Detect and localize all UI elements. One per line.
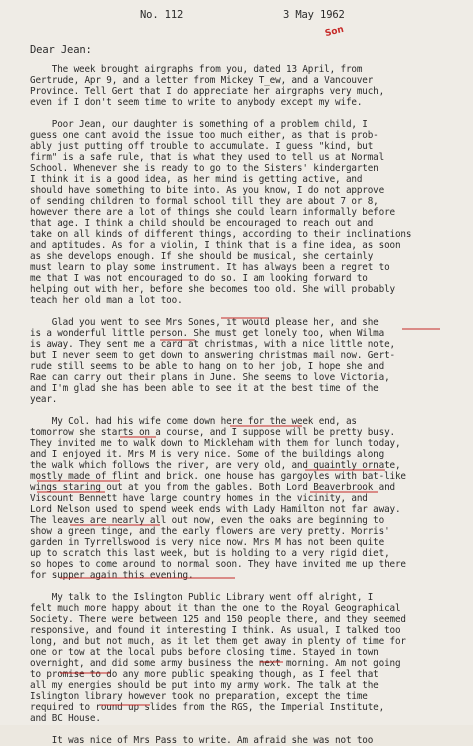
body-line: I think it is a good idea, as her mind is getting active, and — [30, 174, 363, 185]
body-line: Society. There were between 125 and 150 people there, and they seemed — [30, 614, 406, 625]
body-line: is away. They sent me a card at christmas, with a nice little note, — [30, 339, 395, 350]
letter-date: 3 May 1962 — [283, 9, 345, 21]
body-line: and I'm glad she has been able to see it at the best time of the — [30, 383, 379, 394]
body-line: take on all kinds of different things, according to their inclinations — [30, 229, 412, 240]
body-line: and aptitudes. As for a violin, I think that is a fine idea, as soon — [30, 240, 401, 251]
body-line: Glad you went to see Mrs Sones, it would please her, and she — [30, 317, 379, 328]
body-line: helping out with her, before she becomes too old. She will probably — [30, 284, 395, 295]
body-line: must learn to play some instrument. It has always been a regret to — [30, 262, 390, 273]
body-line: Islington library however took no preparation, except the time — [30, 691, 368, 702]
body-line: as she develops enough. If she should be musical, she certainly — [30, 251, 374, 262]
body-line: even if I don't seem time to write to anybody except my wife. — [30, 97, 363, 108]
body-line: wings staring out at you from the gables. Both Lord Beaverbrook and — [30, 482, 395, 493]
body-line: to promise to do any more public speaking though, as I feel that — [30, 669, 379, 680]
body-line: all my energies should be put into my army work. The talk at the — [30, 680, 379, 691]
body-line: guess one cant avoid the issue too much either, as that is prob- — [30, 130, 379, 141]
body-line: Poor Jean, our daughter is something of a problem child, I — [30, 119, 368, 130]
body-line: up to scratch this last week, but is holding to a very rigid diet, — [30, 548, 390, 559]
greeting: Dear Jean: — [30, 44, 92, 56]
body-line: They invited me to walk down to Mickleham with them for lunch today, — [30, 438, 401, 449]
body-line: My talk to the Islington Public Library went off alright, I — [30, 592, 374, 603]
body-line: so hopes to come around to normal soon. They have invited me up there — [30, 559, 406, 570]
body-line: School. Whenever she is ready to go to the Sisters' kindergarten — [30, 163, 379, 174]
body-line: and BC House. — [30, 713, 101, 724]
body-line: but I never seem to get down to answering christmas mail now. Gert- — [30, 350, 395, 361]
body-line: me that I was not encouraged to do so. I am looking forward to — [30, 273, 368, 284]
body-line: required to round up slides from the RGS, the Imperial Institute, — [30, 702, 385, 713]
body-line: firm" is a safe rule, that is what they used to tell us at Normal — [30, 152, 385, 163]
body-line: should have something to bite into. As you know, I do not approve — [30, 185, 385, 196]
body-line: overnight, and did some army business the next morning. Am not going — [30, 658, 401, 669]
body-line: felt much more happy about it than the one to the Royal Geographical — [30, 603, 401, 614]
body-line: of sending children to formal school till they are about 7 or 8, — [30, 196, 379, 207]
body-line: long, and but not much, as it let them get away in plenty of time for — [30, 636, 406, 647]
body-line: year. — [30, 394, 58, 405]
body-line: rude still seems to be able to hang on to her job, I hope she and — [30, 361, 385, 372]
body-line: responsive, and found it interesting I think. As usual, I talked too — [30, 625, 401, 636]
body-line: The week brought airgraphs from you, dated 13 April, from — [30, 64, 363, 75]
body-line: Province. Tell Gert that I do appreciate her airgraphs very much, — [30, 86, 385, 97]
body-line: Lord Nelson used to spend week ends with Lady Hamilton not far away. — [30, 504, 401, 515]
body-line: My Col. had his wife come down here for the week end, as — [30, 416, 357, 427]
body-line: mostly made of flint and brick. one house has gargoyles with bat-like — [30, 471, 406, 482]
body-line: is a wonderful little person. She must get lonely too, when Wilma — [30, 328, 385, 339]
body-line: that age. I think a child should be encouraged to reach out and — [30, 218, 374, 229]
body-line: for supper again this evening. — [30, 570, 194, 581]
body-line: It was nice of Mrs Pass to write. Am afraid she was not too — [30, 735, 374, 746]
body-line: Rae can carry out their plans in June. She seems to love Victoria, — [30, 372, 390, 383]
body-line: and I enjoyed it. Mrs M is very nice. Some of the buildings along — [30, 449, 385, 460]
body-line: one or tow at the local pubs before closing time. Stayed in town — [30, 647, 379, 658]
body-line: ably just putting off trouble to accumulate. I guess "kind, but — [30, 141, 374, 152]
body-line: The leaves are nearly all out now, even the oaks are beginning to — [30, 515, 385, 526]
body-line: the walk which follows the river, are very old, and quaintly ornate, — [30, 460, 401, 471]
body-line: teach her old man a lot too. — [30, 295, 183, 306]
letter-number: No. 112 — [140, 9, 184, 21]
body-line: garden in Tyrrellswood is very nice now. Mrs M has not been quite — [30, 537, 385, 548]
body-line: Viscount Bennett have large country homes in the vicinity, and — [30, 493, 368, 504]
body-line: Gertrude, Apr 9, and a letter from Mickey T_ew, and a Vancouver — [30, 75, 374, 86]
body-line: tomorrow she starts on a course, and I suppose will be pretty busy. — [30, 427, 395, 438]
handwritten-annotation: Son — [324, 24, 346, 40]
body-line: however there are a lot of things she could learn informally before — [30, 207, 395, 218]
body-line: show a green tinge, and the early flowers are very pretty. Morris' — [30, 526, 390, 537]
